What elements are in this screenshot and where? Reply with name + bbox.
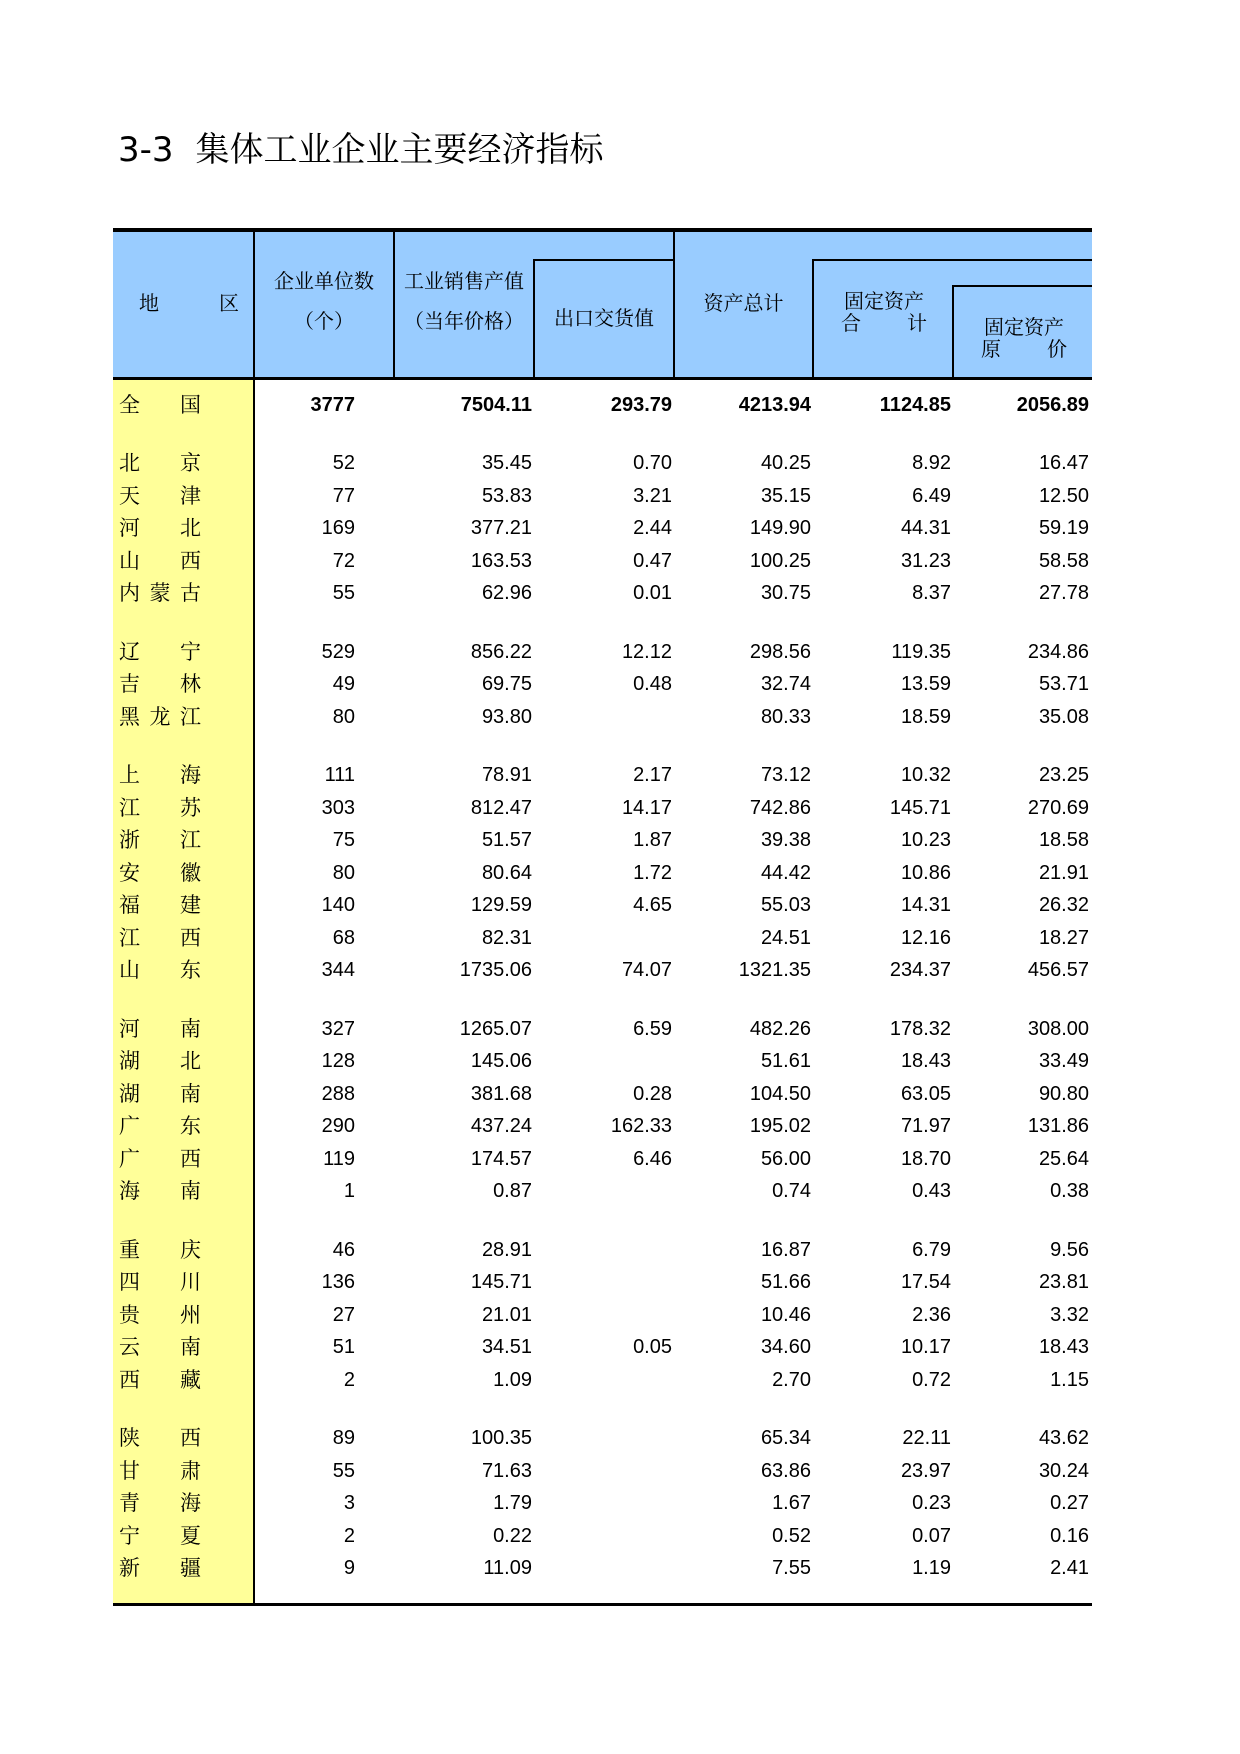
table-row: 陕 西 89 100.35 65.34 22.11 43.62: [113, 1422, 1092, 1455]
region-name: 宁 夏: [119, 1524, 201, 1548]
table-row: 宁 夏 2 0.22 0.52 0.07 0.16: [113, 1520, 1092, 1553]
table-row: 西 藏 2 1.09 2.70 0.72 1.15: [113, 1364, 1092, 1397]
header-divider: [952, 286, 954, 380]
region-name: 广 西: [119, 1147, 201, 1171]
region-name: 河 北: [119, 516, 201, 540]
header-export-value: 出口交货值: [554, 306, 654, 330]
table-row: 湖 北 128 145.06 51.61 18.43 33.49: [113, 1045, 1092, 1078]
region-name: 西 藏: [119, 1368, 201, 1392]
region-name: 上 海: [119, 763, 201, 787]
table-row: 重 庆 46 28.91 16.87 6.79 9.56: [113, 1234, 1092, 1267]
table-row: 黑 龙 江 80 93.80 80.33 18.59 35.08: [113, 701, 1092, 734]
table-row: 辽 宁 529 856.22 12.12 298.56 119.35 234.86: [113, 636, 1092, 669]
table-row: 广 西 119 174.57 6.46 56.00 18.70 25.64: [113, 1143, 1092, 1176]
table-row: 江 苏 303 812.47 14.17 742.86 145.71 270.69: [113, 792, 1092, 825]
table-row: 云 南 51 34.51 0.05 34.60 10.17 18.43: [113, 1331, 1092, 1364]
table-title: 集体工业企业主要经济指标: [195, 130, 604, 170]
page-title: [118, 130, 604, 170]
region-name: 海 南: [119, 1179, 201, 1203]
table-row: 福 建 140 129.59 4.65 55.03 14.31 26.32: [113, 889, 1092, 922]
table-row: 青 海 3 1.79 1.67 0.23 0.27: [113, 1487, 1092, 1520]
table-row: 浙 江 75 51.57 1.87 39.38 10.23 18.58: [113, 824, 1092, 857]
table-row: 山 西 72 163.53 0.47 100.25 31.23 58.58: [113, 545, 1092, 578]
region-name: 江 西: [119, 926, 201, 950]
table-row: 湖 南 288 381.68 0.28 104.50 63.05 90.80: [113, 1078, 1092, 1111]
header-subrule: [533, 259, 673, 261]
region-name: 青 海: [119, 1491, 201, 1515]
region-name: 黑 龙 江: [119, 705, 201, 729]
table-row: 天 津 77 53.83 3.21 35.15 6.49 12.50: [113, 480, 1092, 513]
region-name: 江 苏: [119, 796, 201, 820]
region-name: 北 京: [119, 451, 201, 475]
header-total-assets: 资产总计: [703, 291, 784, 315]
top-rule: [113, 228, 1092, 232]
region-name: 湖 南: [119, 1082, 201, 1106]
table-row: 上 海 111 78.91 2.17 73.12 10.32 23.25: [113, 759, 1092, 792]
table-row: 北 京 52 35.45 0.70 40.25 8.92 16.47: [113, 447, 1092, 480]
region-name: 贵 州: [119, 1303, 201, 1327]
region-name: 甘 肃: [119, 1459, 201, 1483]
table-row: 广 东 290 437.24 162.33 195.02 71.97 131.86: [113, 1110, 1092, 1143]
table-row: 吉 林 49 69.75 0.48 32.74 13.59 53.71: [113, 668, 1092, 701]
table-row: 内 蒙 古 55 62.96 0.01 30.75 8.37 27.78: [113, 577, 1092, 610]
region-name: 内 蒙 古: [119, 581, 201, 605]
region-name: 全 国: [119, 393, 201, 417]
header-divider: [812, 260, 814, 380]
header-sales-value: 工业销售产值 （当年价格）: [404, 269, 524, 333]
table-row: 贵 州 27 21.01 10.46 2.36 3.32: [113, 1299, 1092, 1332]
table-row: 安 徽 80 80.64 1.72 44.42 10.86 21.91: [113, 857, 1092, 890]
region-name: 云 南: [119, 1335, 201, 1359]
region-name: 陕 西: [119, 1426, 201, 1450]
region-name: 四 川: [119, 1270, 201, 1294]
header-subrule: [812, 259, 1092, 261]
header-subrule: [952, 285, 1092, 287]
region-name: 安 徽: [119, 861, 201, 885]
region-name: 山 东: [119, 958, 201, 982]
table-row: 四 川 136 145.71 51.66 17.54 23.81: [113, 1266, 1092, 1299]
region-name: 浙 江: [119, 828, 201, 852]
region-name: 湖 北: [119, 1049, 201, 1073]
table-row: 河 北 169 377.21 2.44 149.90 44.31 59.19: [113, 512, 1092, 545]
region-name: 河 南: [119, 1017, 201, 1041]
header-units: 企业单位数 （个）: [274, 269, 374, 333]
header-region: 地 区: [139, 291, 239, 315]
region-name: 新 疆: [119, 1556, 201, 1580]
region-name: 吉 林: [119, 672, 201, 696]
table-row: 海 南 1 0.87 0.74 0.43 0.38: [113, 1175, 1092, 1208]
bottom-rule: [113, 1603, 1092, 1606]
table-row: 河 南 327 1265.07 6.59 482.26 178.32 308.00: [113, 1013, 1092, 1046]
header-fixed-assets-original: 固定资产 原 价: [981, 315, 1067, 361]
economic-indicators-table: [113, 228, 1092, 1606]
region-column-divider: [253, 380, 255, 1603]
region-name: 广 东: [119, 1114, 201, 1138]
region-name: 山 西: [119, 549, 201, 573]
header-bottom-rule: [113, 377, 1092, 380]
region-name: 福 建: [119, 893, 201, 917]
region-name: 重 庆: [119, 1238, 201, 1262]
table-row: 新 疆 9 11.09 7.55 1.19 2.41: [113, 1552, 1092, 1585]
region-name: 辽 宁: [119, 640, 201, 664]
table-row: 江 西 68 82.31 24.51 12.16 18.27: [113, 922, 1092, 955]
table-number: 3-3: [118, 130, 174, 170]
header-fixed-assets: 固定资产 合 计: [841, 289, 927, 335]
table-row: 山 东 344 1735.06 74.07 1321.35 234.37 456.57: [113, 954, 1092, 987]
table-row-national-total: 全 国 3777 7504.11 293.79 4213.94 1124.85 2056.89: [113, 389, 1092, 422]
table-row: 甘 肃 55 71.63 63.86 23.97 30.24: [113, 1455, 1092, 1488]
region-name: 天 津: [119, 484, 201, 508]
